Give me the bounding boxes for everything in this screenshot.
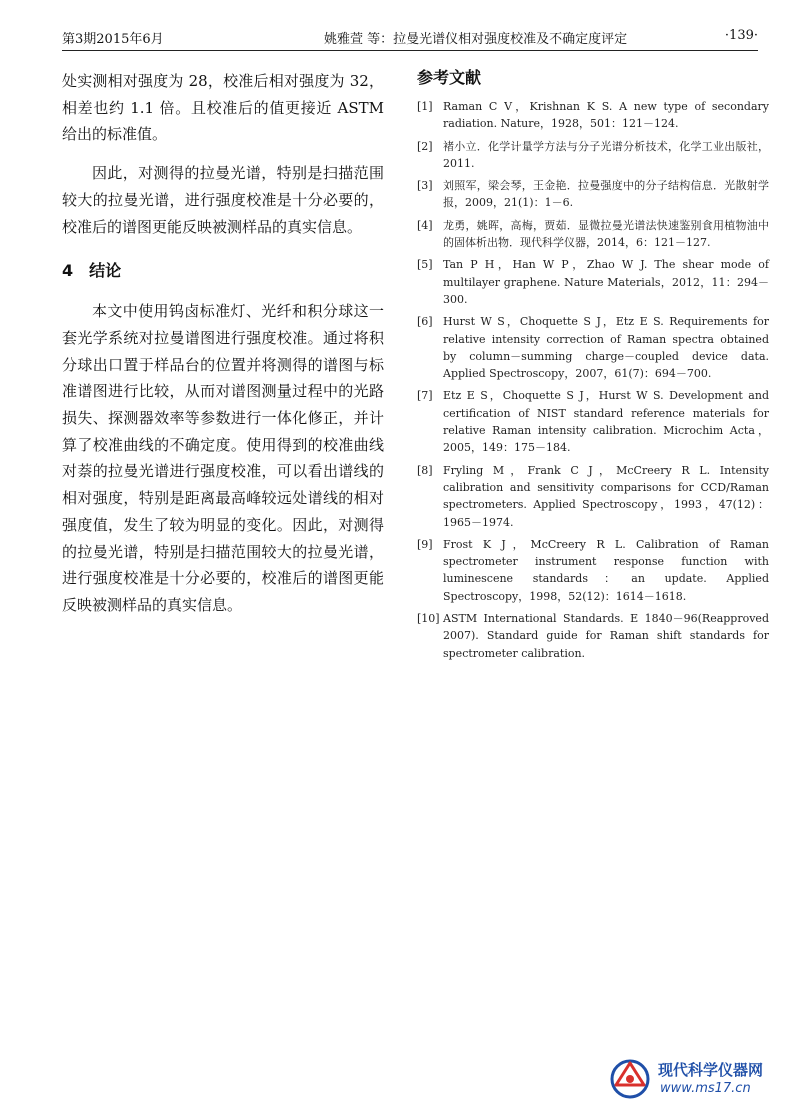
reference-item [417,98,769,133]
reference-text: Raman C V，Krishnan K S. A new type of secondary radiation. Nature，1928，501：121－124. [443,100,769,131]
section-title: 结论 [89,261,122,281]
reference-text: Etz E S，Choquette S J，Hurst W S. Development and certification of NIST standard reference materials for relative Raman intensity calibration. Microchim Acta，2005，149：175－184. [443,389,769,455]
reference-number: [8] [417,463,433,477]
paragraph-continued: 处实测相对强度为 28，校准后相对强度为 32，相差也约 1.1 倍。且校准后的值更接近 ASTM 给出的标准值。 [62,72,384,144]
reference-text: Frost K J，McCreery R L. Calibration of Raman spectrometer instrument response function with luminescene standards：an update. Applied Spectroscopy，1998，52(12)：1614－1618. [443,537,769,603]
reference-number: [4] [417,218,433,232]
watermark-site-name: 现代科学仪器网 [658,1061,764,1079]
reference-item [417,462,769,531]
reference-number: [6] [417,315,433,329]
reference-number: [1] [417,100,433,113]
reference-number: [7] [417,389,433,403]
reference-text: Fryling M，Frank C J，McCreery R L. Intensity calibration and sensitivity comparisons for CCD/Raman spectrometers. Applied Spectroscopy，1993，47(12)：1965－1974. [443,463,769,529]
section-number: 4 [62,261,74,281]
article-running-title: 姚雅萱 等：拉曼光谱仪相对强度校准及不确定度评定 [324,32,628,47]
conclusion-paragraph: 本文中使用钨卤标准灯、光纤和积分球这一套光学系统对拉曼谱图进行强度校准。通过将积分球出口置于样品台的位置并将测得的谱图与标准谱图进行比较，从而对谱图测量过程中的光路损失、探测器效率等参数进行一体化修正，并计算了校准曲线的不确定度。使用得到的校准曲线对萘的拉曼光谱进行强度校准，可以看出谱线的相对强度，特别是距离最高峰较远处谱线的相对强度值，发生了较为明显的变化。因此，对测得的拉曼光谱，特别是扫描范围较大的拉曼光谱，进行强度校准是十分必要的，校准后的谱图更能反映被测样品的真实信息。 [62,302,384,614]
issue-label: 第3期2015年6月 [62,32,164,47]
references-heading: 参考文献 [417,68,482,87]
reference-item [417,387,769,456]
reference-number: [2] [417,139,433,153]
running-header [62,24,758,51]
body-column [62,68,384,619]
reference-number: [3] [417,179,433,193]
reference-item [417,256,769,308]
reference-item [417,313,769,382]
reference-item [417,138,769,173]
reference-text: Hurst W S，Choquette S J，Etz E S. Requirements for relative intensity correction of Raman spectra obtained by column－summing charge－coupled device data. Applied Spectroscopy，2007，61(7)：694－700. [443,315,769,381]
page-number: ·139· [724,28,758,43]
reference-item [417,217,769,252]
reference-list [417,98,769,662]
reference-item [417,177,769,212]
reference-text: 褚小立．化学计量学方法与分子光谱分析技术，化学工业出版社，2011. [443,139,769,170]
references-column [417,66,769,667]
reference-text: 龙勇，姚晖，高梅，贾茹．显微拉曼光谱法快速鉴别食用植物油中的固体析出物．现代科学仪器，2014，6：121－127. [443,218,769,250]
watermark-url: www.ms17.cn [660,1081,751,1096]
reference-text: 刘照军，梁会琴，王金艳．拉曼强度中的分子结构信息．光散射学报，2009，21(1)：1－6. [443,179,769,210]
reference-number: [10] [417,612,440,626]
reference-number: [9] [417,537,433,551]
section-heading [62,258,384,284]
reference-item [417,536,769,605]
reference-item [417,610,769,662]
reference-number: [5] [417,258,433,272]
site-watermark [606,1051,786,1107]
paragraph: 因此，对测得的拉曼光谱，特别是扫描范围较大的拉曼光谱，进行强度校准是十分必要的，校准后的谱图更能反映被测样品的真实信息。 [62,164,384,236]
reference-text: ASTM International Standards. E 1840－96(Reapproved 2007). Standard guide for Raman shift standards for spectrometer calibration. [443,612,769,660]
watermark-logo-icon [606,1055,656,1101]
reference-text: Tan P H，Han W P，Zhao W J. The shear mode of multilayer graphene. Nature Materials，2012，11：294－300. [443,258,769,306]
